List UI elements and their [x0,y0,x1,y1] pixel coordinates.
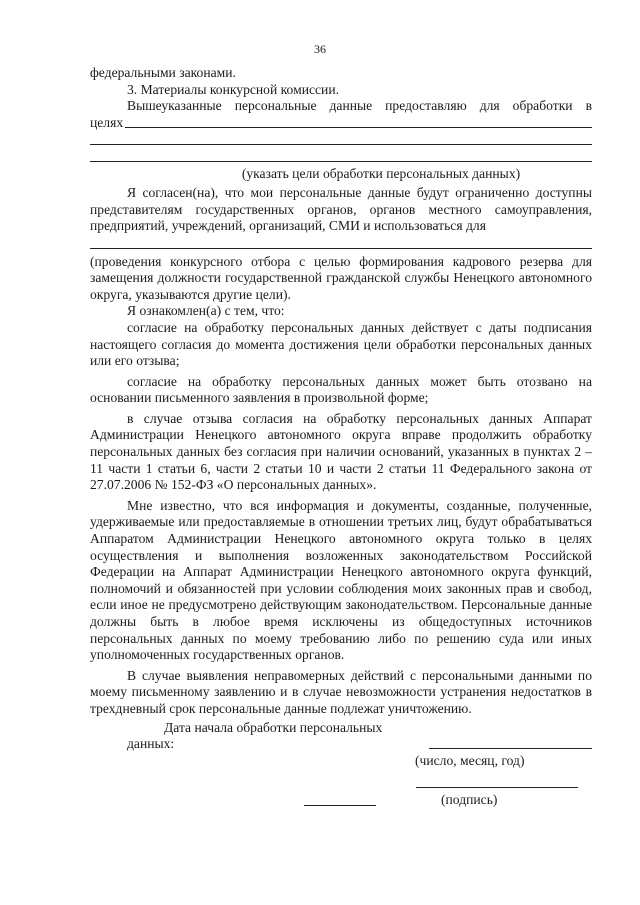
purpose-line-2 [90,131,592,148]
clause-continue-processing: в случае отзыва согласия на обработку персональных данных Аппарат Администрации Ненецкого автономного округа вправе продолжить обработку персональных данных без согласия при наличии оснований, указанных в пунктах 2 – 11 части 1 статьи 6, части 2 статьи 10 и части 2 статьи 11 Федерального закона от 27.07.2006 № 152-ФЗ «О персональных данных». [90,410,592,493]
purpose-line-3 [90,148,592,165]
known-paragraph: Мне известно, что вся информация и документы, созданные, полученные, удерживаемые или предоставляемые в отношении третьих лиц, будут обрабатываться Аппаратом Администрации Ненецкого автономного округа только в целях осуществления и выполнения возложенных законодательством Российской Федерации на Аппарат Администрации Ненецкого автономного округа функций, полномочий и обязанностей при условии соблюдения моих законных прав и свобод, если иное не предусмотрено действующим законодательством. Персональные данные должны быть в любое время исключены из общедоступных источников персональных данных по моему требованию либо по решению суда или иных уполномоченных государственных органов. [90,497,592,663]
federal-laws-line: федеральными законами. [90,65,236,80]
document-body [90,65,592,809]
item-3: 3. Материалы конкурсной комиссии. [127,81,339,97]
clause-revocation: согласие на обработку персональных данных может быть отозвано на основании письменного заявления в произвольной форме; [90,373,592,406]
agree-paragraph: Я согласен(на), что мои персональные данные будут ограниченно доступны представителям государственных органов, органов местного самоуправления, предприятий, учреждений, организаций, СМИ и использоваться для [90,185,592,234]
purpose-blank-1 [125,127,592,128]
purpose-caption: (указать цели обработки персональных данных) [241,165,521,181]
unlawful-paragraph: В случае выявления неправомерных действий с персональными данными по моему письменному заявлению и в случае невозможности устранения недостатков в трехдневный срок персональные данные подлежат уничтожению. [90,667,592,716]
start-date-row [90,720,592,753]
agree-caption: (проведения конкурсного отбора с целью формирования кадрового резерва для замещения должности государственной гражданской службы Ненецкого автономного округа, указываются другие цели). [90,253,592,302]
clause-validity: согласие на обработку персональных данных действует с даты подписания настоящего согласия до момента достижения цели обработки персональных данных или его отзыва; [90,319,592,369]
signature-blank [416,787,578,788]
purpose-label: целях [90,114,124,130]
acquainted-line: Я ознакомлен(а) с тем, что: [127,303,285,319]
start-date-label: Дата начала обработки персональных данных: [127,719,383,752]
purpose-blank-3 [90,161,592,162]
agree-blank [90,248,592,249]
start-date-blank [429,748,592,749]
purpose-intro: Вышеуказанные персональные данные предоставляю для обработки в [127,98,592,114]
bottom-rule [304,805,376,806]
purpose-blank-2 [90,144,592,145]
purpose-line-1 [90,115,592,132]
date-caption: (число, месяц, год) [415,752,525,768]
agree-blank-row [90,235,592,252]
signature-caption: (подпись) [441,792,498,808]
page-number: 36 [314,42,326,56]
